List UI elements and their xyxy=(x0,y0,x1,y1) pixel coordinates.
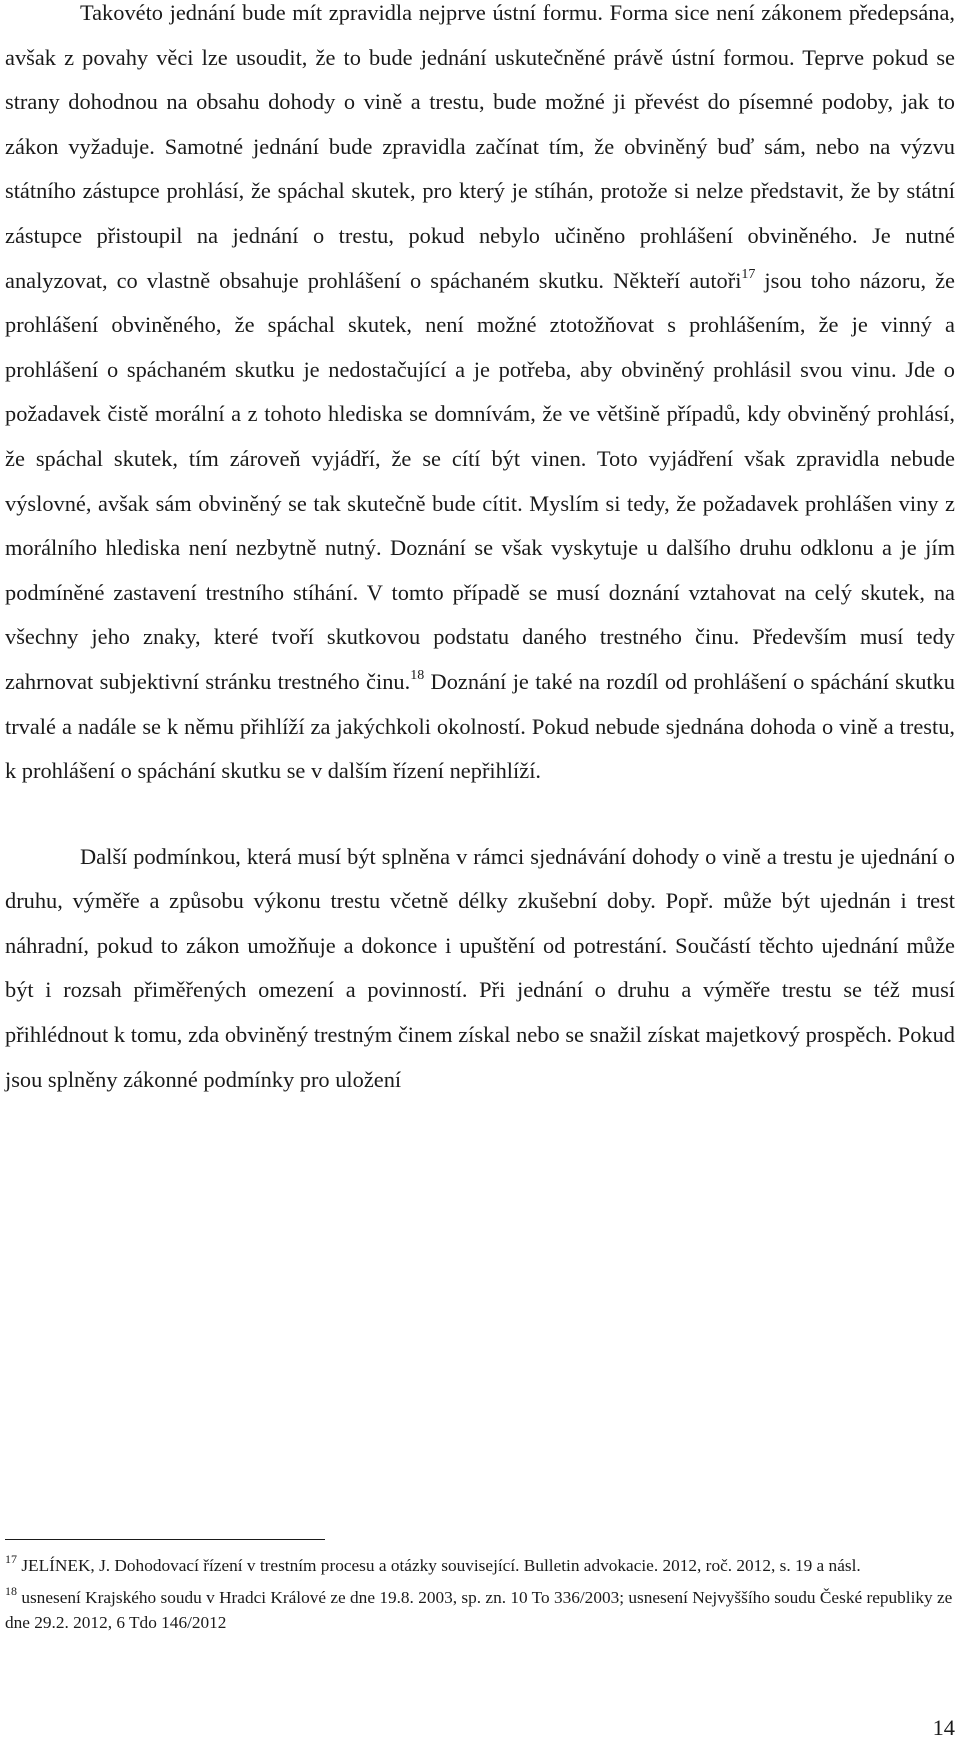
page-number: 14 xyxy=(932,1715,955,1740)
paragraph-1-text-b: jsou toho názoru, že prohlášení obviněného, že spáchal skutek, není možné ztotožňovat s prohlášením, že je vinný a prohlášení o spáchaném skutku je nedostačující a je potřeba, aby obviněný prohlásil svou vinu. Jde o požadavek čistě morální a z tohoto hlediska se domnívám, že ve většině případů, kdy obviněný prohlásí, že spáchal skutek, tím zároveň vyjádří, že se cítí být vinen. Toto vyjádření však zpravidla nebude výslovné, avšak sám obviněný se tak skutečně bude cítit. Myslím si tedy, že požadavek prohlášen viny z morálního hlediska není nezbytně nutný. Doznání se však vyskytuje u dalšího druhu odklonu a je jím podmíněné zastavení trestního stíhání. V tomto případě se musí doznání vztahovat na celý skutek, na všechny jeho znaky, které tvoří skutkovou podstatu daného trestného činu. Především musí tedy zahrnovat subjektivní stránku trestného činu. xyxy=(5,267,955,694)
paragraph-1 xyxy=(5,0,955,794)
footnotes xyxy=(5,1553,955,1635)
footnote-17 xyxy=(5,1553,955,1578)
footnote-17-number: 17 xyxy=(5,1552,17,1566)
document-page xyxy=(5,0,955,1758)
footnote-separator xyxy=(5,1539,325,1540)
footnote-ref-18: 18 xyxy=(410,667,425,683)
footnote-18 xyxy=(5,1585,955,1635)
footnote-18-text: usnesení Krajského soudu v Hradci Králové ze dne 19.8. 2003, sp. zn. 10 To 336/2003; usnesení Nejvyššího soudu České republiky ze dne 29.2. 2012, 6 Tdo 146/2012 xyxy=(5,1588,953,1632)
paragraph-1-text-a: Takovéto jednání bude mít zpravidla nejprve ústní formu. Forma sice není zákonem předepsána, avšak z povahy věci lze usoudit, že to bude jednání uskutečněné právě ústní formou. Teprve pokud se strany dohodnou na obsahu dohody o vině a trestu, bude možné ji převést do písemné podoby, jak to zákon vyžaduje. Samotné jednání bude zpravidla začínat tím, že obviněný buď sám, nebo na výzvu státního zástupce prohlásí, že spáchal skutek, pro který je stíhán, protože si nelze představit, že by státní zástupce přistoupil na jednání o trestu, pokud nebylo učiněno prohlášení obviněného. Je nutné analyzovat, co vlastně obsahuje prohlášení o spáchaném skutku. Někteří autoři xyxy=(5,0,955,293)
footnote-18-number: 18 xyxy=(5,1584,17,1598)
footnote-ref-17: 17 xyxy=(741,266,756,282)
paragraph-2: Další podmínkou, která musí být splněna v rámci sjednávání dohody o vině a trestu je ujednání o druhu, výměře a způsobu výkonu trestu včetně délky zkušební doby. Popř. může být ujednán i trest náhradní, pokud to zákon umožňuje a dokonce i upuštění od potrestání. Součástí těchto ujednání může být i rozsah přiměřených omezení a povinností. Při jednání o druhu a výměře trestu se též musí přihlédnout k tomu, zda obviněný trestným činem získal nebo se snažil získat majetkový prospěch. Pokud jsou splněny zákonné podmínky pro uložení xyxy=(5,843,955,1092)
footnote-17-text: JELÍNEK, J. Dohodovací řízení v trestním procesu a otázky související. Bulletin advokacie. 2012, roč. 2012, s. 19 a násl. xyxy=(17,1556,861,1575)
paragraph-1-text-c: Doznání je také na rozdíl od prohlášení o spáchání skutku trvalé a nadále se k němu přihlíží za jakýchkoli okolností. Pokud nebude sjednána dohoda o vině a trestu, k prohlášení o spáchání skutku se v dalším řízení nepřihlíží. xyxy=(5,668,956,784)
body-text xyxy=(5,0,955,1102)
